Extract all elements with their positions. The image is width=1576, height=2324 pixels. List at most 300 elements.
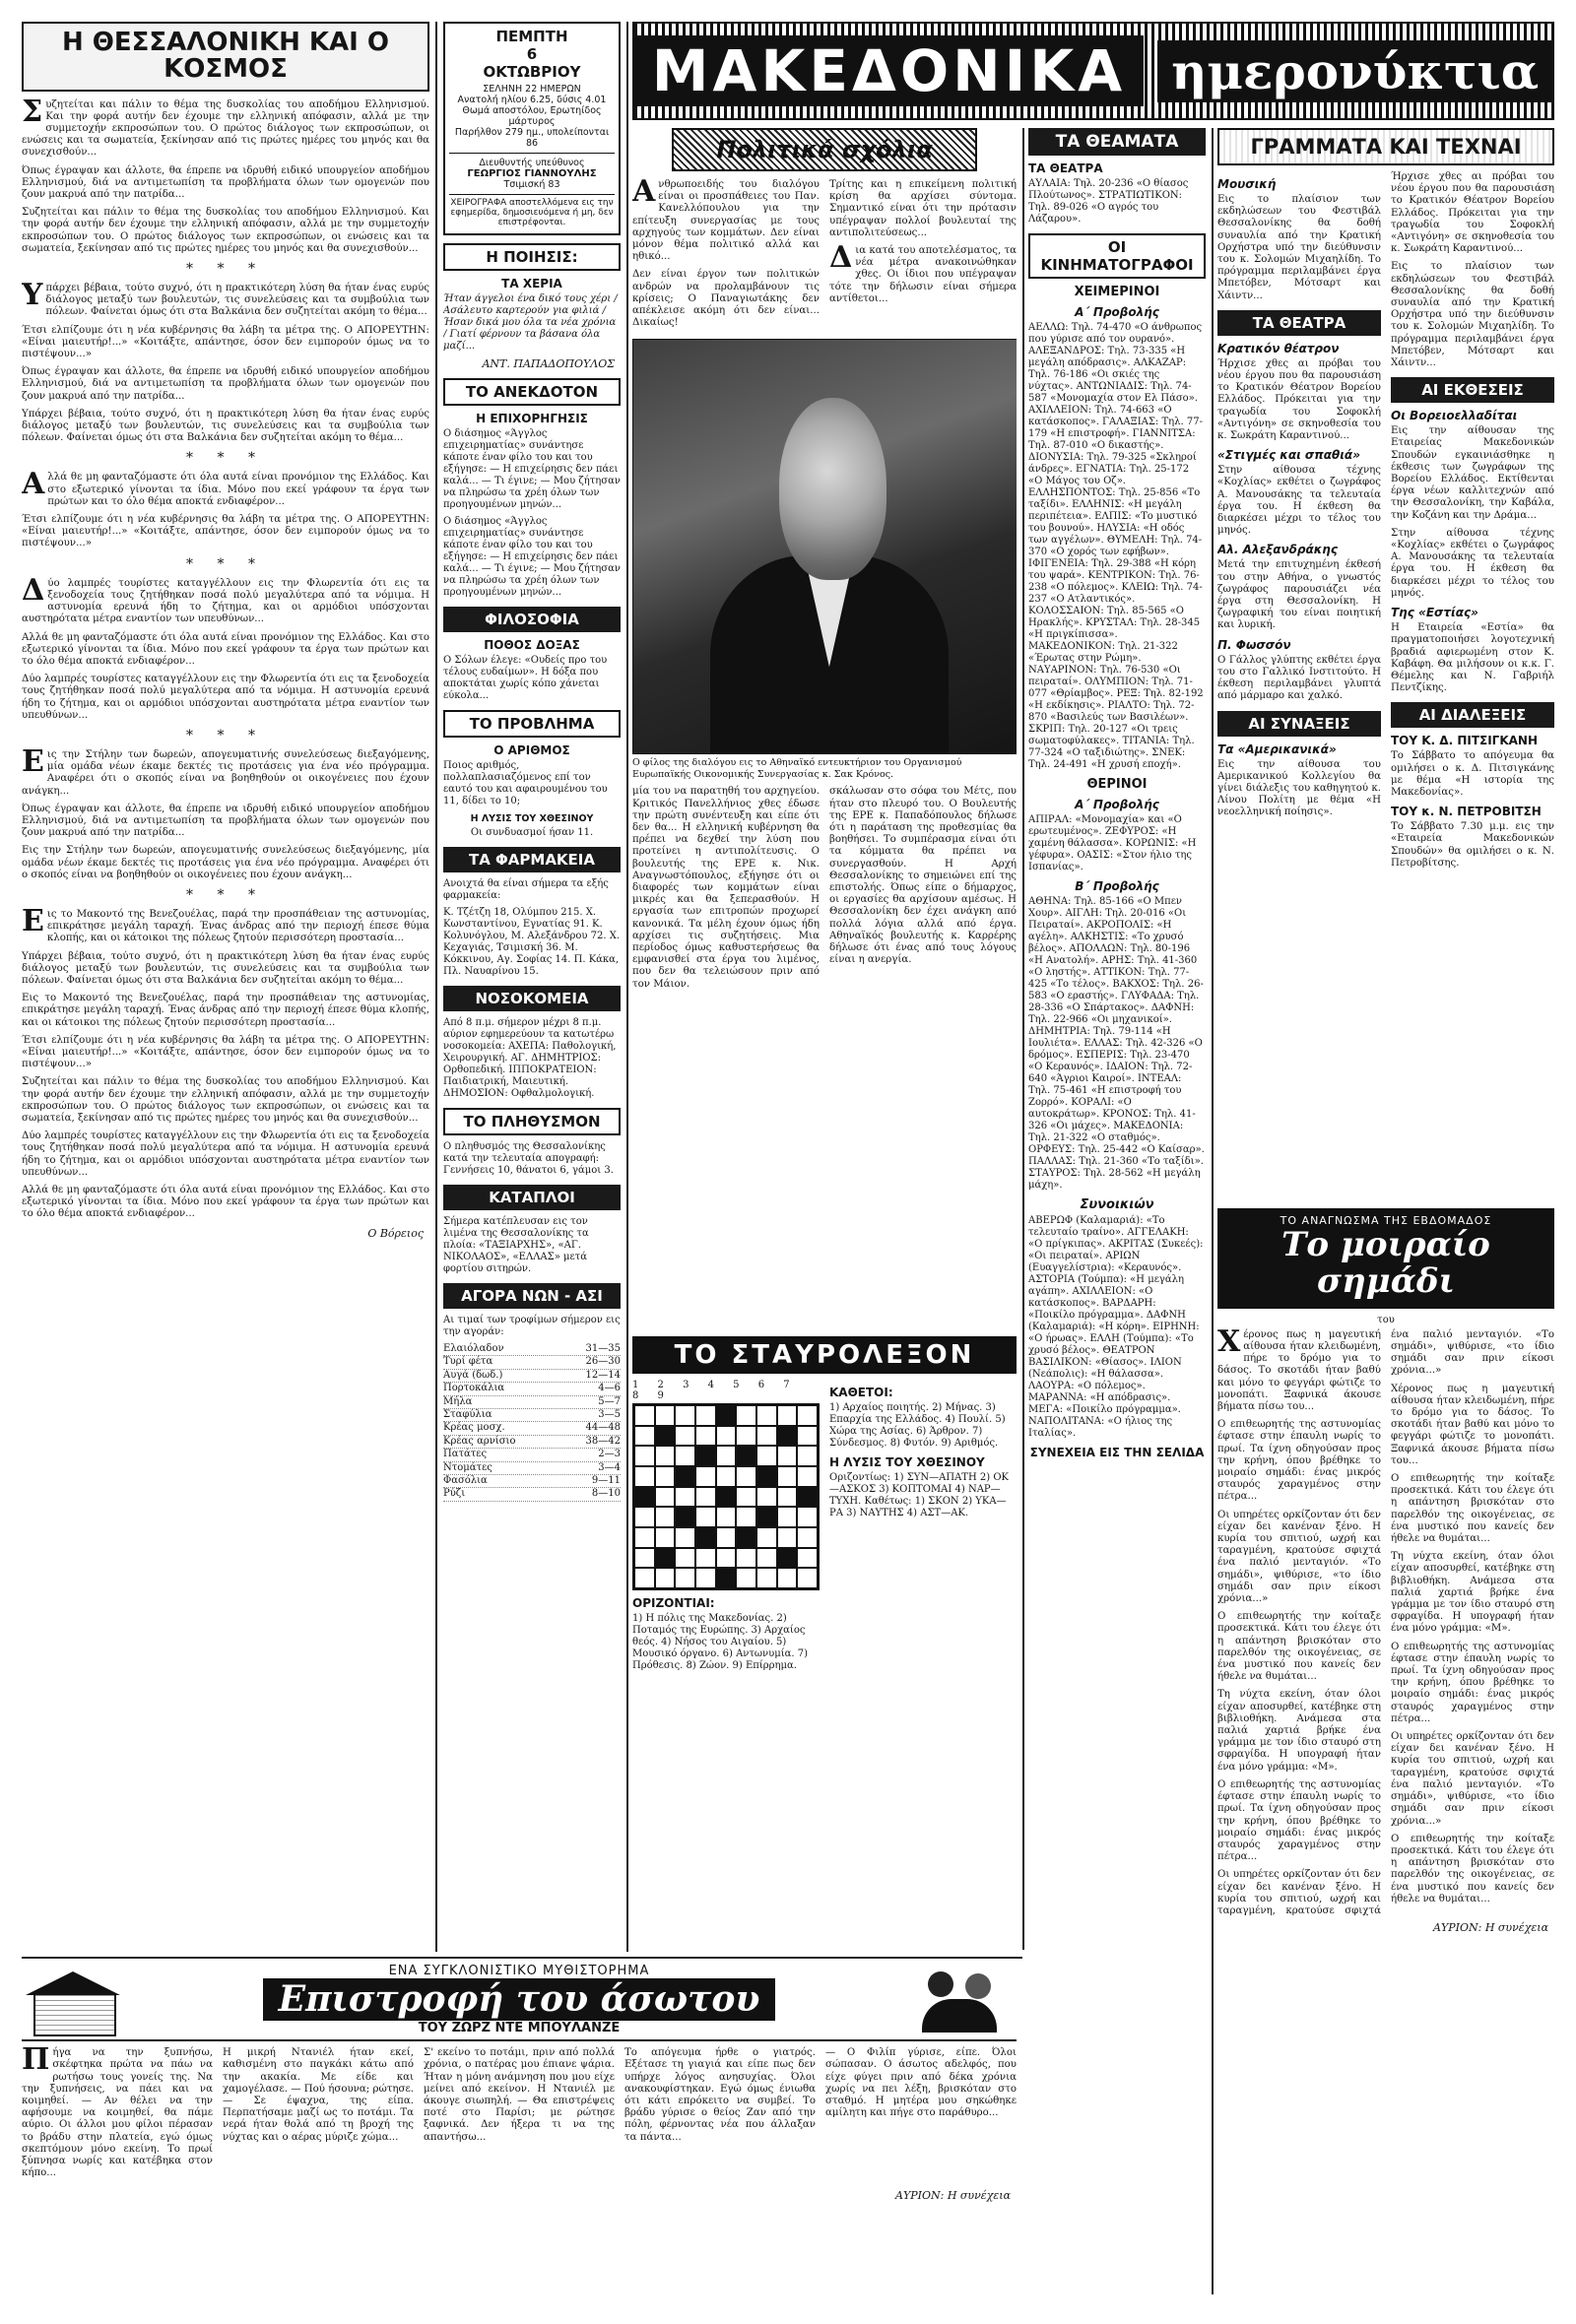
- weekly-paragraph: Ο επιθεωρητής την κοίταξε προσεκτικά. Κάτι του έλεγε ότι η απάντηση βρισκόταν στο παρελθόν της οικογένειας, σε ένα μυστικό που κανείς δεν ήθελε να θυμάται...: [1391, 1473, 1554, 1545]
- crossword-cell: [756, 1446, 777, 1466]
- news-photo: [632, 339, 1017, 754]
- arts-header: ΓΡΑΜΜΑΤΑ ΚΑΙ ΤΕΧΝΑΙ: [1217, 128, 1554, 165]
- weekly-text: [1217, 1323, 1554, 1917]
- manuscripts-note: ΧΕΙΡΟΓΡΑΦΑ αποστελλόμενα εις την εφημερίδα, δημοσιευόμενα ή μη, δεν επιστρέφονται.: [449, 194, 615, 227]
- crossword-cell: [675, 1527, 695, 1548]
- left-paragraph: Όπως έγραψαν και άλλοτε, θα έπρεπε να ιδρυθή ειδικό υπουργείον αποδήμου Ελληνισμού, διά να αντιμετωπίση τα προβλήματα όλων των ομογενών που ζουν μακρυά από την πατρίδα...: [22, 366, 429, 402]
- arts-text: Στην αίθουσα τέχνης «Κοχλίας» εκθέτει ο ζωγράφος Α. Μανουσάκης τα τελευταία έργα του. Η έκθεση θα διαρκέσει μέχρι το τέλος του μηνός.: [1391, 527, 1554, 599]
- crossword-grid: [632, 1403, 820, 1590]
- philosophy-title: ΠΟΘΟΣ ΔΟΞΑΣ: [484, 638, 580, 652]
- meetings-sub-2: Της «Εστίας»: [1391, 606, 1478, 620]
- crossword-cell: [736, 1507, 756, 1527]
- market-item-name: Φασόλια: [443, 1475, 488, 1487]
- crossword-cell: [777, 1507, 798, 1527]
- left-paragraph: Έτσι ελπίζουμε ότι η νέα κυβέρνησις θα λάβη τα μέτρα της. Ο ΑΠΟΡΕΥΤΗΝ: «Είναι μαιευτήρ!...» «Κοιτάξτε, απάντησε, όσον δεν ειμπορούν όμως να το πιστέψουν...»: [22, 1034, 429, 1070]
- crossword-black-cell: [716, 1568, 737, 1588]
- theaters-text: ΑΥΛΑΙΑ: Τηλ. 20-236 «Ο θίασος Πλούτωνος». ΣΤΡΑΤΙΩΤΙΚΟΝ: Τηλ. 89-026 «Ο αγρός του Λάζαρου».: [1028, 178, 1189, 225]
- serial-columns: [22, 2042, 1017, 2185]
- market-row: [443, 1475, 621, 1488]
- date-month: ΟΚΤΩΒΡΙΟΥ: [483, 63, 581, 81]
- crossword-black-cell: [736, 1527, 756, 1548]
- crossword-cell: [675, 1548, 695, 1569]
- weekly-paragraph: Ο επιθεωρητής της αστυνομίας έφτασε στην έπαυλη νωρίς το πρωί. Τα ίχνη οδηγούσαν προς την κρήνη, όπου βρέθηκε το μοιραίο σημάδι: ένας μικρός σταυρός χαραγμένος στην πέτρα...: [1391, 1641, 1554, 1724]
- crossword-black-cell: [716, 1487, 737, 1508]
- weekly-paragraph: Ο επιθεωρητής την κοίταξε προσεκτικά. Κάτι του έλεγε ότι η απάντηση βρισκόταν στο παρελθόν της οικογένειας, σε ένα μυστικό που κανείς δεν ήθελε να θυμάται...: [1217, 1611, 1381, 1683]
- crossword-black-cell: [756, 1466, 777, 1487]
- market-item-price: 38—42: [585, 1435, 621, 1447]
- crossword-cell: [756, 1548, 777, 1569]
- info-column: [443, 22, 621, 1952]
- crossword-cell: [655, 1527, 676, 1548]
- arts-text: Εις το πλαίσιον των εκδηλώσεων του Φεστιβάλ Θεσσαλονίκης θα δοθή συναυλία από την Κρατική Ορχήστρα υπό την διεύθυνσιν του κ. Σολομών Μιχαηλίδη. Το πρόγραμμα περιλαμβάνει έργα Μπετόβεν, Μότσαρτ και Χάιντν...: [1391, 261, 1554, 369]
- serial-banner: [22, 1964, 1017, 2041]
- serial-text: Το απόγευμα ήρθε ο γιατρός. Εξέτασε τη γιαγιά και είπε πως δεν υπήρχε λόγος ανησυχίας. Όλοι ανακουφίστηκαν. Εγώ όμως ένιωθα ότι κάτι επρόκειτο να συμβεί. Το βράδυ γύρισε ο θείος Ζαν από την πόλη, φέρνοντας νέα που άλλαξαν τα πάντα...: [624, 2047, 816, 2143]
- crossword-black-cell: [736, 1446, 756, 1466]
- left-column: [22, 22, 429, 1932]
- politics-header: Πολιτικά σχόλια: [672, 128, 977, 171]
- market-row: [443, 1449, 621, 1461]
- crossword-cols-label: ΚΑΘΕΤΟΙ:: [829, 1386, 893, 1399]
- crossword-numbers: 1 2 3 4 5 6 7 8 9: [632, 1380, 798, 1401]
- cinemas-header: ΟΙ ΚΙΝΗΜΑΤΟΓΡΑΦΟΙ: [1028, 233, 1206, 279]
- first-run-list: ΑΕΛΛΩ: Τηλ. 74-470 «Ο άνθρωπος που γύρισε από τον ουρανό». ΑΛΕΞΑΝΔΡΟΣ: Τηλ. 73-335 «Η μεγάλη απόδρασις». ΑΛΚΑΖΑΡ: Τηλ. 76-186 «Οι σκιές της νύχτας». ΑΝΤΩΝΙΑΔΙΣ: Τηλ. 74-587 «Μονομαχία στον Ελ Πάσο». ΑΧΙΛΛΕΙΟΝ: Τηλ. 74-663 «Ο κατάσκοπος». ΓΑΛΑΞΙΑΣ: Τηλ. 77-179 «Η επιστροφή». ΓΙΑΝΝΙΤΣΑ: Τηλ. 87-010 «Ο δικαστής». ΔΙΟΝΥΣΙΑ: Τηλ. 79-325 «Σκληροί άνδρες». ΕΓΝΑΤΙΑ: Τηλ. 25-172 «Ο Μάγος του Οζ». ΕΛΛΗΣΠΟΝΤΟΣ: Τηλ. 25-856 «Το ταξίδι». ΕΛΛΗΝΙΣ: «Η μεγάλη περιπέτεια». ΕΛΠΙΣ: «Το μυστικό του βουνού». ΗΛΥΣΙΑ: «Η οδός των αγγέλων». ΘΥΜΕΛΗ: Τηλ. 74-370 «Ο χορός των εφήβων». ΙΦΙΓΕΝΕΙΑ: Τηλ. 29-388 «Η κόρη του ψαρά». ΚΕΝΤΡΙΚΟΝ: Τηλ. 76-238 «Ο πόλεμος». ΚΛΕΙΩ: Τηλ. 74-237 «Ο Ατλαντικός». ΚΟΛΟΣΣΑΙΟΝ: Τηλ. 85-565 «Ο Ηρακλής». ΚΡΥΣΤΑΛ: Τηλ. 28-345 «Η πριγκίπισσα». ΜΑΚΕΔΟΝΙΚΟΝ: Τηλ. 21-322 «Έρωτας στην Ρώμη». ΝΑΥΑΡΙΝΟΝ: Τηλ. 76-530 «Οι πειραταί». ΟΛΥΜΠΙΟΝ: Τηλ. 71-077 «Θρίαμβος». ΡΕΞ: Τηλ. 82-192 «Η εκδίκησις». ΡΙΑΛΤΟ: Τηλ. 72-870 «Βασιλεύς των Βασιλέων». ΣΚΡΙΠ: Τηλ. 20-127 «Οι τρεις σωματοφύλακες». ΤΙΤΑΝΙΑ: Τηλ. 77-324 «Ο ταξιδιώτης». ΣΝΕΚ: Τηλ. 24-491 «Η χρυσή εποχή».: [1028, 322, 1204, 770]
- meetings-header: ΑΙ ΣΥΝΑΞΕΙΣ: [1217, 711, 1381, 737]
- anecdote-text: Ο διάσημος «Άγγλος επιχειρηματίας» συνάντησε κάποτε έναν φίλο του και του εξήγησε: — Η επιχείρησις δεν πάει καλά... — Τι έγινε; — Μου ζήτησαν να πληρώσω τα χρέη όλων των προηγουμένων μηνών...: [443, 428, 621, 510]
- left-paragraph: Όπως έγραψαν και άλλοτε, θα έπρεπε να ιδρυθή ειδικό υπουργείον αποδήμου Ελληνισμού, διά να αντιμετωπίση τα προβλήματα όλων των ομογενών που ζουν μακρυά από την πατρίδα...: [22, 164, 429, 201]
- left-paragraph: Συζητείται και πάλιν το θέμα της δυσκολίας του αποδήμου Ελληνισμού. Και την φορά αυτήν δεν έχουμε την ελληνική απόφασιν, αλλά με την συμμετοχήν εκπροσώπων του. Ο πρώτος διάλογος των εκπροσώπων, οι ενώσεις και τα σωματεία, ξεκίνησαν από τις πρώτες ημέρες του μηνός και θα συνεχισθούν...: [22, 1076, 429, 1124]
- politics-columns: [632, 174, 1017, 335]
- crossword-cell: [655, 1405, 676, 1426]
- crossword-cell: [777, 1405, 798, 1426]
- couple-illustration: [908, 1966, 1017, 2034]
- arts-text: Ο Γάλλος γλύπτης εκθέτει έργα του στο Γαλλικό Ινστιτούτο. Η έκθεση περιλαμβάνει γλυπτά από μάρμαρο και χαλκό.: [1217, 654, 1381, 702]
- market-row: [443, 1370, 621, 1383]
- market-intro: Αι τιμαί των τροφίμων σήμερον εις την αγοράν:: [443, 1315, 621, 1337]
- left-paragraph: Υπάρχει βέβαια, τούτο συχνό, ότι η πρακτικότερη λύση θα ήταν ένας ευρύς διάλογος μεταξύ των βουλευτών, τις συνελεύσεις και τα συμβούλια των πόλεων. Φαίνεται όμως ότι στα Βαλκάνια δεν συζητείται ακόμη το θέμα...: [22, 278, 429, 318]
- date-number: 6: [526, 45, 538, 63]
- crossword-cell: [777, 1466, 798, 1487]
- crossword-cell: [675, 1568, 695, 1588]
- center-text-columns: [632, 786, 1017, 996]
- crossword-cell: [634, 1446, 655, 1466]
- section-divider: * * *: [186, 886, 265, 903]
- market-item-name: Κρέας μοσχ.: [443, 1422, 505, 1434]
- left-title: Η ΘΕΣΣΑΛΟΝΙΚΗ ΚΑΙ Ο ΚΟΣΜΟΣ: [22, 22, 429, 92]
- serial-kicker: ΕΝΑ ΣΥΓΚΛΟΝΙΣΤΙΚΟ ΜΥΘΙΣΤΟΡΗΜΑ: [388, 1964, 650, 1978]
- crossword-cell: [675, 1426, 695, 1447]
- arts-text: Το Σάββατο το απόγευμα θα ομιλήσει ο κ. Δ. Πιτσιγκάνης με θέμα «Η ιστορία της Μακεδονίας».: [1391, 750, 1554, 798]
- hospitals-text: Από 8 π.μ. σήμερον μέχρι 8 π.μ. αύριον εφημερεύουν τα κατωτέρω νοσοκομεία: ΑΧΕΠΑ: Παθολογική, Χειρουργική. ΑΓ. ΔΗΜΗΤΡΙΟΣ: Ορθοπεδική. ΙΠΠΟΚΡΑΤΕΙΟΝ: Παιδιατρική, Μαιευτική. ΔΗΜΟΣΙΟΝ: Οφθαλμολογική.: [443, 1017, 617, 1099]
- crossword-cell: [695, 1405, 716, 1426]
- politics-paragraph: Δεν είναι έργον των πολιτικών ανδρών να προλαμβάνουν τις κρίσεις; Ο Παναγιωτάκης δεν απέκλεισε ακόμη ότι δεν είναι... Δικαίως!: [632, 269, 820, 329]
- address: Τσιμισκή 83: [503, 179, 560, 190]
- crossword-cell: [716, 1426, 737, 1447]
- crossword-cell: [634, 1507, 655, 1527]
- crossword-cell: [797, 1405, 818, 1426]
- section-divider: * * *: [186, 555, 265, 572]
- director-label: Διευθυντής υπεύθυνος: [479, 158, 585, 168]
- crossword-cell: [634, 1527, 655, 1548]
- crossword-cell: [655, 1487, 676, 1508]
- winter-header: ΧΕΙΜΕΡΙΝΟΙ: [1074, 285, 1160, 299]
- arts-theater-sub: Κρατικόν θέατρον: [1217, 341, 1340, 355]
- arts-sub: «Στιγμές και σπαθιά»: [1217, 448, 1360, 463]
- crossword-cell: [756, 1568, 777, 1588]
- serial-rule: [22, 1957, 1022, 1959]
- arts-text: Μετά την επιτυχημένη έκθεσή του στην Αθήνα, ο γνωστός ζωγράφος παρουσιάζει νέα έργα στη Θεσσαλονίκη. Η ζωγραφική του είναι ποιητική και λυρική.: [1217, 559, 1381, 631]
- market-row: [443, 1488, 621, 1501]
- weekly-block: [1217, 1208, 1554, 2296]
- weekly-next: ΑΥΡΙΟΝ: Η συνέχεια: [1433, 1921, 1548, 1935]
- crossword-cell: [716, 1527, 737, 1548]
- center-block: [632, 128, 1017, 1329]
- crossword-cell: [777, 1568, 798, 1588]
- market-row: [443, 1462, 621, 1475]
- crossword-cell: [695, 1548, 716, 1569]
- neighborhood-header: Συνοικιών: [1080, 1197, 1154, 1212]
- left-paragraph: Έτσι ελπίζουμε ότι η νέα κυβέρνησις θα λάβη τα μέτρα της. Ο ΑΠΟΡΕΥΤΗΝ: «Είναι μαιευτήρ!...» «Κοιτάξτε, απάντησε, όσον δεν ειμπορούν όμως να το πιστέψουν...»: [22, 514, 429, 549]
- crossword-cell: [716, 1446, 737, 1466]
- neighborhood-list: ΑΒΕΡΩΦ (Καλαμαριά): «Το τελευταίο τραίνο». ΑΓΓΕΛΑΚΗ: «Ο πρίγκιπας». ΑΚΡΙΤΑΣ (Συκεές): «Οι πειραταί». ΑΡΙΩΝ (Ευαγγελίστρια): «Κεραυνός». ΑΣΤΟΡΙΑ (Τούμπα): «Η μεγάλη αγάπη». ΑΧΙΛΛΕΙΟΝ: «Ο κατάσκοπος». ΒΑΡΔΑΡΗ: «Ποικίλο πρόγραμμα». ΔΑΦΝΗ (Καλαμαριά): «Η κόρη». ΕΙΡΗΝΗ: «Ο ήρωας». ΕΛΛΗ (Τούμπα): «Το χρυσό βέλος». ΘΕΑΤΡΟΝ ΒΑΣΙΛΙΚΟΝ: «Θίασος». ΙΛΙΟΝ (Νεάπολις): «Η θάλασσα». ΛΑΟΥΡΑ: «Ο πόλεμος». ΜΑΡΑΝΝΑ: «Η απόδρασις». ΜΕΓΑ: «Ποικίλο πρόγραμμα». ΝΑΠΟΛΙΤΑΝΑ: «Ο ήλιος της Ιταλίας».: [1028, 1215, 1204, 1439]
- masthead-title: ΜΑΚΕΔΟΝΙΚΑ: [634, 35, 1144, 106]
- crossword-cols: 1) Αρχαίος ποιητής. 2) Μήνας. 3) Επαρχία της Ελλάδος. 4) Πουλί. 5) Χώρα της Ασίας. 6) Άρθρον. 7) Σύνδεσμος. 8) Φυτόν. 9) Αριθμός.: [829, 1402, 1006, 1449]
- arts-text: Εις το πλαίσιον των εκδηλώσεων του Φεστιβάλ Θεσσαλονίκης θα δοθή συναυλία από την Κρατική Ορχήστρα υπό την διεύθυνσιν του κ. Σολομών Μιχαηλίδη. Το πρόγραμμα περιλαμβάνει έργα Μπετόβεν, Μότσαρτ και Χάιντν...: [1217, 194, 1381, 301]
- problem-answer-label: Η ΛΥΣΙΣ ΤΟΥ ΧΘΕΣΙΝΟΥ: [470, 813, 594, 824]
- weekly-paragraph: Ο επιθεωρητής την κοίταξε προσεκτικά. Κάτι του έλεγε ότι η απάντηση βρισκόταν στο παρελθόν της οικογένειας, σε ένα μυστικό που κανείς δεν ήθελε να θυμάται...: [1391, 1833, 1554, 1904]
- crossword-cell: [695, 1507, 716, 1527]
- weekly-paragraph: Οι υπηρέτες ορκίζονταν ότι δεν είχαν δει κανέναν ξένο. Η κυρία του σπιτιού, ωχρή και ταραγμένη, κρατούσε σφιχτά ένα παλιό μενταγιόν. «Το σημάδι», ψιθύρισε, «το ίδιο σημάδι σαν πριν είκοσι χρόνια...»: [1391, 1731, 1554, 1827]
- photo-caption: Ο φίλος της διαλόγου εις το Αθηναϊκό εντευκτήριον του Οργανισμού Ευρωπαϊκής Οικονομικής Συνεργασίας κ. Σακ Κρόνος.: [632, 757, 962, 781]
- crossword-cell: [736, 1426, 756, 1447]
- market-item-price: 5—7: [598, 1395, 621, 1407]
- hospitals-header: ΝΟΣΟΚΟΜΕΙΑ: [443, 986, 621, 1011]
- population-text: Ο πληθυσμός της Θεσσαλονίκης κατά την τελευταία απογραφή: Γεννήσεις 10, θάνατοι 6, γάμοι 3.: [443, 1141, 614, 1176]
- arts-text: Ήρχισε χθες αι πρόβαι του νέου έργου που θα παρουσιάση το Κρατικόν Θέατρον Βορείου Ελλάδος. Πρόκειται για την τραγωδία του Σοφοκλή «Αντιγόνη» σε σκηνοθεσία του κ. Σωκράτη Καραντινού...: [1217, 357, 1381, 442]
- music-header: Μουσική: [1217, 177, 1277, 191]
- market-item-price: 12—14: [585, 1369, 621, 1381]
- summer-first-run-list: ΑΠΙΡΑΛ: «Μονομαχία» και «Ο ερωτευμένος». ΖΕΦΥΡΟΣ: «Η χαμένη θάλασσα». ΚΟΡΩΝΙΣ: «Η γέφυρα». ΟΑΣΙΣ: «Στον ήλιο της Ισπανίας».: [1028, 814, 1197, 872]
- market-header: ΑΓΟΡΑ ΝΩΝ - ΑΣΙ: [443, 1283, 621, 1309]
- crossword-cell: [716, 1507, 737, 1527]
- crossword-black-cell: [675, 1466, 695, 1487]
- section-divider: * * *: [186, 450, 265, 467]
- weekly-paragraph: Ο επιθεωρητής της αστυνομίας έφτασε στην έπαυλη νωρίς το πρωί. Τα ίχνη οδηγούσαν προς την κρήνη, όπου βρέθηκε το μοιραίο σημάδι: ένας μικρός σταυρός χαραγμένος στην πέτρα...: [1217, 1778, 1381, 1863]
- left-paragraph: Δύο λαμπρές τουρίστες καταγγέλλουν εις την Φλωρεντία ότι εις τα ξενοδοχεία τους ζητήθηκαν ποσά πολύ μεγαλύτερα από τα νόμιμα. Η αστυνομία ερευνά ήδη το ζήτημα, και οι αρμόδιοι υπόσχονται αυστηρότατα μέτρα εναντίον των υπευθύνων...: [22, 1130, 429, 1178]
- arts-column: [1217, 128, 1554, 1201]
- weekly-banner: [1217, 1208, 1554, 1309]
- crossword-cell: [797, 1466, 818, 1487]
- serial-block: [22, 1964, 1017, 2298]
- crossword-black-cell: [695, 1446, 716, 1466]
- problem-title: Ο ΑΡΙΘΜΟΣ: [493, 743, 570, 757]
- serial-text: Πήγα να την ξυπνήσω, σκέφτηκα πρώτα να πάω να ρωτήσω τους γονείς της. Να την ξυπνήσεις, να πάει και να κοιμηθεί. — Αν θέλει να την αφήσουμε να κοιμηθεί, θα πάμε αύριο. Οι άλλοι μου φίλοι πέρασαν το βράδυ στην πλατεία, εγώ όμως σκεπτόμουν μόνο εκείνη. Το πρωί ξύπνησα νωρίς και κατέβηκα στον κήπο...: [22, 2042, 213, 2179]
- weekly-paragraph: Οι υπηρέτες ορκίζονταν ότι δεν είχαν δει κανέναν ξένο. Η κυρία του σπιτιού, ωχρή και ταραγμένη, κρατούσε σφιχτά ένα παλιό μενταγιόν. «Το σημάδι», ψιθύρισε, «το ίδιο σημάδι σαν πριν είκοσι χρόνια...»: [1217, 1328, 1554, 1916]
- crossword-cell: [777, 1446, 798, 1466]
- left-paragraph: Υπάρχει βέβαια, τούτο συχνό, ότι η πρακτικότερη λύση θα ήταν ένας ευρύς διάλογος μεταξύ των βουλευτών, τις συνελεύσεις και τα συμβούλια των πόλεων. Φαίνεται όμως ότι στα Βαλκάνια δεν συζητείται ακόμη το θέμα...: [22, 408, 429, 444]
- crossword-cell: [736, 1548, 756, 1569]
- crossword-cell: [695, 1466, 716, 1487]
- left-paragraph: Δύο λαμπρές τουρίστες καταγγέλλουν εις την Φλωρεντία ότι εις τα ξενοδοχεία τους ζητήθηκαν ποσά πολύ μεγαλύτερα από τα νόμιμα. Η αστυνομία ερευνά ήδη το ζήτημα, και οι αρμόδιοι υπόσχονται αυστηρότατα μέτρα εναντίον των υπευθύνων...: [22, 572, 429, 625]
- summer-header: ΘΕΡΙΝΟΙ: [1086, 777, 1148, 792]
- crossword-cell: [736, 1487, 756, 1508]
- market-item-name: Αυγά (δωδ.): [443, 1369, 503, 1381]
- arts-text: Στην αίθουσα τέχνης «Κοχλίας» εκθέτει ο ζωγράφος Α. Μανουσάκης τα τελευταία έργα του. Η έκθεση θα διαρκέσει μέχρι το τέλος του μηνός.: [1217, 465, 1381, 537]
- divider: [449, 153, 615, 154]
- pharmacies-list: Κ. Τζέτζη 18, Ολύμπου 215. Χ. Κωνσταντίνου, Εγνατίας 91. Κ. Κολυνόγλου, Μ. Αλεξάνδρου 72. Χ. Κεχαγιάς, Τσιμισκή 36. Μ. Κόκκινου, Αγ. Σοφίας 14. Π. Κάκα, Πλ. Ναυαρίνου 15.: [443, 907, 621, 977]
- second-run-header: Β΄ Προβολής: [1075, 879, 1159, 893]
- crossword-black-cell: [655, 1548, 676, 1569]
- column-rule: [1212, 128, 1214, 2294]
- crossword-rows-label: ΟΡΙΖΟΝΤΙΑΙ:: [632, 1596, 715, 1611]
- crossword-cell: [634, 1405, 655, 1426]
- poem-author: ΑΝΤ. ΠΑΠΑΔΟΠΟΥΛΟΣ: [482, 357, 615, 370]
- left-paragraph: Αλλά θε μη φανταζόμαστε ότι όλα αυτά είναι προνόμιον της Ελλάδος. Και στο εξωτερικό γίνονται τα ίδια. Μόνο που εκεί γράφουν τα έργα των πρώτων και το όλο θέμα αποκτά ενδιαφέρον...: [22, 631, 429, 667]
- left-paragraph: Όπως έγραψαν και άλλοτε, θα έπρεπε να ιδρυθή ειδικό υπουργείον αποδήμου Ελληνισμού, διά να αντιμετωπίση τα προβλήματα όλων των ομογενών που ζουν μακρυά από την πατρίδα...: [22, 803, 429, 839]
- left-signature: Ο Βόρειος: [367, 1226, 424, 1240]
- pharmacies-intro: Ανοιχτά θα είναι σήμερα τα εξής φαρμακεία:: [443, 878, 609, 901]
- crossword-cell: [797, 1446, 818, 1466]
- column-rule: [1022, 128, 1024, 1950]
- anecdote-header: ΤΟ ΑΝΕΚΔΟΤΟΝ: [443, 378, 621, 406]
- market-item-price: 26—30: [585, 1356, 621, 1368]
- crossword-black-cell: [655, 1426, 676, 1447]
- crossword-cell: [756, 1405, 777, 1426]
- market-row: [443, 1383, 621, 1395]
- left-paragraph: Αλλά θε μη φανταζόμαστε ότι όλα αυτά είναι προνόμιον της Ελλάδος. Και στο εξωτερικό γίνονται τα ίδια. Μόνο που εκεί γράφουν τα έργα των πρώτων και το όλο θέμα αποκτά ενδιαφέρον...: [22, 1185, 429, 1220]
- weekly-paragraph: Τη νύχτα εκείνη, όταν όλοι είχαν αποσυρθεί, κατέβηκε στη βιβλιοθήκη. Ανάμεσα στα παλιά χαρτιά βρήκε ένα γράμμα με τον ίδιο σταυρό στη σφραγίδα. Η υπογραφή ήταν ένα μόνο γράμμα: «Μ».: [1391, 1551, 1554, 1635]
- market-item-price: 2—3: [598, 1449, 621, 1460]
- crossword-cell: [634, 1568, 655, 1588]
- pharmacies-header: ΤΑ ΦΑΡΜΑΚΕΙΑ: [443, 847, 621, 872]
- serial-text: Σ' εκείνο το ποτάμι, πριν από πολλά χρόνια, ο πατέρας μου έπιανε ψάρια. Ήταν η μόνη ανάμνηση που μου είχε μείνει από εκείνον. Η Ντανιέλ με άκουγε σιωπηλή. — Θα επιστρέψεις ποτέ στο Παρίσι; με ρώτησε ξαφνικά. Δεν ήξερα τι να της απαντήσω...: [424, 2047, 615, 2143]
- crossword-cell: [756, 1426, 777, 1447]
- crossword-black-cell: [695, 1527, 716, 1548]
- section-divider: * * *: [186, 727, 265, 743]
- weekly-paragraph: Χέρονος πως η μαγευτική αίθουσα ήταν κλειδωμένη, πήρε το δρόμο για το δάσος. Το σκοτάδι ήταν βαθύ και μόνο το φεγγάρι φώτιζε το μονοπάτι. Ξαφνικά άκουσε βήματα πίσω του...: [1217, 1323, 1381, 1412]
- problem-text: Ποιος αριθμός, πολλαπλασιαζόμενος επί τον εαυτό του και αφαιρουμένου του 11, δίδει το 10;: [443, 760, 608, 807]
- photo-figure-face: [779, 398, 886, 580]
- market-item-price: 4—6: [598, 1383, 621, 1394]
- crossword-answer-label: Η ΛΥΣΙΣ ΤΟΥ ΧΘΕΣΙΝΟΥ: [829, 1455, 985, 1469]
- arts-sub: Π. Φωσσόν: [1217, 637, 1291, 652]
- crossword-cell: [655, 1568, 676, 1588]
- problem-answer: Οι συνδυασμοί ήσαν 11.: [470, 827, 594, 838]
- crossword-cell: [695, 1487, 716, 1508]
- crossword-black-cell: [756, 1507, 777, 1527]
- poem-header: Η ΠΟΙΗΣΙΣ:: [443, 243, 621, 271]
- crossword-cell: [797, 1568, 818, 1588]
- market-row: [443, 1356, 621, 1369]
- left-paragraph: Αλλά θε μη φανταζόμαστε ότι όλα αυτά είναι προνόμιον της Ελλάδος. Και στο εξωτερικό γίνονται τα ίδια. Μόνο που εκεί γράφουν τα έργα των πρώτων και το όλο θέμα αποκτά ενδιαφέρον...: [22, 467, 429, 507]
- arts-text: Το Σάββατο 7.30 μ.μ. εις την «Εταιρεία Μακεδονικών Σπουδών» θα ομιλήσει ο κ. Ν. Πετροβίτσης.: [1391, 821, 1554, 869]
- left-paragraph: Συζητείται και πάλιν το θέμα της δυσκολίας του αποδήμου Ελληνισμού. Και την φορά αυτήν δεν έχουμε την ελληνική απόφασιν, αλλά με την συμμετοχήν εκπροσώπων του. Ο πρώτος διάλογος των εκπροσώπων, οι ενώσεις και τα σωματεία, ξεκίνησαν από τις πρώτες ημέρες του μηνός και θα συνεχισθούν...: [22, 94, 429, 159]
- politics-paragraph: Ανθρωποειδής του διαλόγου είναι οι προσπάθειες του Παν. Κανελλόπουλου για την επίτευξη συνεργασίας με τους αρχηγούς των κομμάτων. Δεν είναι μόνον θέμα πολιτικό αλλά και ηθικό...: [632, 174, 820, 263]
- crossword-cell: [655, 1466, 676, 1487]
- market-item-name: Τυρί φέτα: [443, 1356, 493, 1368]
- left-paragraph: Εις το Μακοντό της Βενεζουέλας, παρά την προσπάθειαν της αστυνομίας, επικράτησε μεγάλη ταραχή. Ένας άνδρας από την περιοχή έπεσε θύμα κλοπής, και οι κάτοικοι της πόλεως ζητούν περισσότερη προστασία...: [22, 993, 429, 1028]
- market-row: [443, 1422, 621, 1435]
- market-item-price: 44—48: [585, 1422, 621, 1434]
- exhibitions-header: ΑΙ ΕΚΘΕΣΕΙΣ: [1391, 377, 1554, 403]
- serial-next: ΑΥΡΙΟΝ: Η συνέχεια: [895, 2189, 1011, 2203]
- weekly-kicker: ΤΟ ΑΝΑΓΝΩΣΜΑ ΤΗΣ ΕΒΔΟΜΑΔΟΣ: [1280, 1214, 1492, 1227]
- weekly-author: του: [1377, 1314, 1395, 1325]
- population-header: ΤΟ ΠΛΗΘΥΣΜΟΝ: [443, 1108, 621, 1135]
- crossword-cell: [777, 1527, 798, 1548]
- crossword-cell: [655, 1446, 676, 1466]
- politics-paragraph: Δια κατά του αποτελέσματος, τα νέα μέτρα ανακοινώθηκαν χθες. Οι ίδιοι που υπέγραψαν τότε την δήλωσιν είναι σήμερα αντίθετοι...: [829, 240, 1017, 304]
- market-item-name: Πορτοκάλια: [443, 1383, 505, 1394]
- arts-theater-header: ΤΑ ΘΕΑΤΡΑ: [1217, 310, 1381, 336]
- crossword-block: [632, 1336, 1017, 1947]
- crossword-black-cell: [716, 1405, 737, 1426]
- saints-line: Θωμά αποστόλου, Ερωτηίδος μάρτυρος: [462, 105, 602, 127]
- anecdote-text: Ο διάσημος «Άγγλος επιχειρηματίας» συνάντησε κάποτε έναν φίλο του και του εξήγησε: — Η επιχείρησις δεν πάει καλά... — Τι έγινε; — Μου ζήτησαν να πληρώσω τα χρέη όλων των προηγουμένων μηνών...: [443, 516, 621, 598]
- serial-text: Η μικρή Ντανιέλ ήταν εκεί, καθισμένη στο παγκάκι κάτω από την ακακία. Με είδε και χαμογέλασε. — Πού ήσουνα; ρώτησε. — Σε έψαχνα, της είπα. Περπατήσαμε μαζί ως το ποτάμι. Τα νερά ήταν θολά από τη βροχή της νύχτας και ο αέρας μύριζε χώμα...: [223, 2047, 414, 2143]
- crossword-black-cell: [777, 1426, 798, 1447]
- crossword-rows: 1) Η πόλις της Μακεδονίας. 2) Ποταμός της Ευρώπης. 3) Αρχαίος θεός. 4) Νήσος του Αιγαίου. 5) Μουσικό όργανο. 6) Αντωνυμία. 7) Πρόθεσις. 8) Ζώον. 9) Επίρρημα.: [632, 1613, 809, 1672]
- arts-text: Η Εταιρεία «Εστία» θα πραγματοποιήσει λογοτεχνική βραδιά αφιερωμένη στον Κ. Καβάφη. Θα μιλήσουν οι κ.κ. Γ. Θέμελης και Ν. Γαβριήλ Πεντζίκης.: [1391, 622, 1554, 694]
- crossword-cell: [716, 1548, 737, 1569]
- crossword-cell: [777, 1487, 798, 1508]
- weekly-paragraph: Οι υπηρέτες ορκίζονταν ότι δεν είχαν δει κανέναν ξένο. Η κυρία του σπιτιού, ωχρή και ταραγμένη, κρατούσε σφιχτά ένα παλιό μενταγιόν. «Το σημάδι», ψιθύρισε, «το ίδιο σημάδι σαν πριν είκοσι χρόνια...»: [1217, 1509, 1381, 1605]
- theaters-header: ΤΑ ΘΕΑΜΑΤΑ: [1028, 128, 1206, 156]
- weekly-paragraph: Χέρονος πως η μαγευτική αίθουσα ήταν κλειδωμένη, πήρε το δρόμο για το δάσος. Το σκοτάδι ήταν βαθύ και μόνο το φεγγάρι φώτιζε το μονοπάτι. Ξαφνικά άκουσε βήματα πίσω του...: [1391, 1383, 1554, 1466]
- market-item-name: Ελαιόλαδον: [443, 1343, 504, 1354]
- poem-text: Ήταν άγγελοι ένα δικό τους χέρι / Ασάλευτο καρτερούν για φιλιά / Ήσαν δικά μου όλα τα νέα χρόνια / Γιατί φέρνουν τα βάσανα όλα μαζί...: [443, 293, 618, 352]
- left-paragraph: Συζητείται και πάλιν το θέμα της δυσκολίας του αποδήμου Ελληνισμού. Και την φορά αυτήν δεν έχουμε την ελληνική απόφασιν, αλλά με την συμμετοχήν εκπροσώπων του. Ο πρώτος διάλογος των εκπροσώπων, οι ενώσεις και τα σωματεία, ξεκίνησαν από τις πρώτες ημέρες του μηνός και θα συνεχισθούν...: [22, 207, 429, 254]
- crossword-cell: [634, 1548, 655, 1569]
- problem-header: ΤΟ ΠΡΟΒΛΗΜΑ: [443, 710, 621, 738]
- serial-title: Επιστροφή του άσωτου: [263, 1978, 776, 2021]
- crossword-cell: [756, 1527, 777, 1548]
- masthead-subtitle: ημερονύκτια: [1157, 40, 1552, 102]
- center-column-text: σκάλωσαν στο σόφα του Μέτς, που ήταν στο πλευρό του. Ο Βουλευτής της ΕΡΕ κ. Παπαδόπουλος δήλωσε ότι η παράταση της προθεσμίας θα βοηθήσει. Το συμπέρασμα είναι ότι τα κόμματα θα πρέπει να συνεργασθούν. Η Αρχή Θεσσαλονίκης το σημειώνει επί της επιστολής. Όπως είπε ο δήμαρχος, οι εργασίες θα αρχίσουν αμέσως. Η Θεσσαλονίκη δεν έχει ανάγκη από πολλά λόγια αλλά από έργα. Αθηναϊκός βουλευτής κ. Καρρέρης δήλωσε ότι ένας από τους λόγους είναι η ανεργία.: [829, 786, 1017, 966]
- exhibitions-sub: Οι Βορειοελλαδίται: [1391, 409, 1518, 423]
- left-paragraph: Εις την Στήλην των δωρεών, απογευματινής συνελεύσεως διεξαγόμενης, μία ομάδα νέων έκαμε δεκτές τις προτάσεις για ένα νέο πρόγραμμα. Αναφέρει ότι ο σκοπός είναι να βοηθηθούν οι οικογένειες που έχουν ανάγκη...: [22, 743, 429, 797]
- crossword-cell: [675, 1487, 695, 1508]
- crossword-cell: [797, 1548, 818, 1569]
- meetings-sub: Τα «Αμερικανικά»: [1217, 742, 1337, 756]
- section-divider: * * *: [186, 261, 265, 278]
- crossword-cell: [736, 1466, 756, 1487]
- theaters-sub: ΤΑ ΘΕΑΤΡΑ: [1028, 161, 1103, 175]
- weekly-title: Το μοιραίο σημάδι: [1281, 1225, 1490, 1302]
- director-name: ΓΕΩΡΓΙΟΣ ΓΙΑΝΝΟΥΛΗΣ: [467, 168, 597, 179]
- market-item-price: 3—5: [598, 1409, 621, 1421]
- days-line: Παρήλθον 279 ημ., υπολείπονται 86: [454, 127, 610, 149]
- crossword-cell: [736, 1568, 756, 1588]
- crossword-cell: [634, 1426, 655, 1447]
- crossword-black-cell: [797, 1487, 818, 1508]
- market-item-name: Σταφύλια: [443, 1409, 492, 1421]
- crossword-cell: [736, 1405, 756, 1426]
- serial-text: — Ο Φιλίπ γύρισε, είπε. Όλοι σώπασαν. Ο άσωτος αδελφός, που είχε φύγει πριν από δέκα χρόνια χωρίς να πει λέξη, βρισκόταν στο σταθμό. Η μητέρα μου σηκώθηκε αμίλητη και πήγε στο παράθυρο...: [825, 2047, 1017, 2119]
- second-run-list: ΑΘΗΝΑ: Τηλ. 85-166 «Ο Μπεν Χουρ». ΑΙΓΛΗ: Τηλ. 20-016 «Οι Πειραταί». ΑΚΡΟΠΟΛΙΣ: «Η αγέλη». ΑΛΚΗΣΤΙΣ: «Το χρυσό βέλος». ΑΠΟΛΛΩΝ: Τηλ. 80-196 «Η Ανατολή». ΑΡΗΣ: Τηλ. 41-360 «Ο ληστής». ΑΤΤΙΚΟΝ: Τηλ. 77-425 «Το τέλος». ΒΑΚΧΟΣ: Τηλ. 26-583 «Ο εραστής». ΓΛΥΦΑΔΑ: Τηλ. 28-336 «Ο Σπάρτακος». ΔΑΦΝΗ: Τηλ. 22-966 «Οι μηχανικοί». ΔΗΜΗΤΡΙΑ: Τηλ. 79-114 «Η Ιουλιέτα». ΕΛΛΑΣ: Τηλ. 42-326 «Ο δρόμος». ΕΣΠΕΡΙΣ: Τηλ. 23-470 «Ο Κεραυνός». ΙΔΑΙΟΝ: Τηλ. 72-640 «Άγριοι Καιροί». ΙΝΤΕΑΛ: Τηλ. 75-461 «Η επιστροφή του Ζορρό». ΚΟΡΑΛΙ: «Ο αυτοκράτωρ». ΚΡΟΝΟΣ: Τηλ. 41-326 «Οι μάχες». ΜΑΚΕΔΟΝΙΑ: Τηλ. 21-322 «Ο σταθμός». ΟΡΦΕΥΣ: Τηλ. 25-442 «Ο Καίσαρ». ΠΑΛΛΑΣ: Τηλ. 21-360 «Το ταξίδι». ΣΤΑΥΡΟΣ: Τηλ. 28-562 «Η μεγάλη μάχη».: [1028, 896, 1205, 1191]
- left-paragraph: Δύο λαμπρές τουρίστες καταγγέλλουν εις την Φλωρεντία ότι εις τα ξενοδοχεία τους ζητήθηκαν ποσά πολύ μεγαλύτερα από τα νόμιμα. Η αστυνομία ερευνά ήδη το ζήτημα, και οι αρμόδιοι υπόσχονται αυστηρότατα μέτρα εναντίον των υπευθύνων...: [22, 674, 429, 721]
- house-illustration: [22, 1966, 130, 2034]
- center-column-text: μία του να παρατηθή του αρχηγείου. Κριτικός Πανελλήνιος χθες έδωσε την πρώτη συνέντευξη και είπε ότι δεν θα... Η ελληνική κυβέρνηση θα πρέπει να δεχθεί την λύση που προτείνει η αντιπολίτευσις. Ο βουλευτής της ΕΡΕ κ. Νικ. Αναγνωστόπουλος, εξήγησε ότι οι διαφορές των κομμάτων είναι μικρές και θα ξεπερασθούν. Η εργασία των επιτροπών προχωρεί κανονικά. Τα μέλη έχουν όμως ήδη αρχίσει τις συζητήσεις. Μια περίοδος όμως καθυστερήσεως θα εμφανισθεί στα έργα του λιμένος, που δεν θα τελειώσουν πριν από τον Μάιον.: [632, 786, 820, 990]
- market-item-price: 31—35: [585, 1343, 621, 1354]
- market-list: [443, 1343, 621, 1502]
- philosophy-header: ΦΙΛΟΣΟΦΙΑ: [443, 607, 621, 632]
- market-item-price: 3—4: [598, 1461, 621, 1473]
- market-item-name: Κρέας αρνίσιο: [443, 1435, 516, 1447]
- moon-line: ΣΕΛΗΝΗ 22 ΗΜΕΡΩΝ: [483, 84, 581, 95]
- market-item-name: Ντομάτες: [443, 1461, 492, 1473]
- arts-text: Ήρχισε χθες αι πρόβαι του νέου έργου που θα παρουσιάση το Κρατικόν Θέατρον Βορείου Ελλάδος. Πρόκειται για την τραγωδία του Σοφοκλή «Αντιγόνη» σε σκηνοθεσία του κ. Σωκράτη Καραντινού...: [1391, 171, 1554, 255]
- crossword-black-cell: [634, 1487, 655, 1508]
- market-item-name: Ρύζι: [443, 1488, 466, 1500]
- crossword-black-cell: [675, 1507, 695, 1527]
- arts-text: Εις την αίθουσαν της Εταιρείας Μακεδονικών Σπουδών εγκαινιάσθηκε η έκθεσις των ζωγράφων της Βορείου Ελλάδος. Εκτίθενται έργα νέων καλλιτεχνών από την Θεσσαλονίκη, την Καβάλα, την Κοζάνη και την Δράμα...: [1391, 425, 1554, 521]
- left-paragraph: Εις το Μακοντό της Βενεζουέλας, παρά την προσπάθειαν της αστυνομίας, επικράτησε μεγάλη ταραχή. Ένας άνδρας από την περιοχή έπεσε θύμα κλοπής, και οι κάτοικοι της πόλεως ζητούν περισσότερη προστασία...: [22, 903, 429, 944]
- lectures-sub-2: ΤΟΥ κ. Ν. ΠΕΤΡΟΒΙΤΣΗ: [1391, 805, 1542, 819]
- crossword-cell: [716, 1466, 737, 1487]
- poem-title: ΤΑ ΧΕΡΙΑ: [501, 277, 562, 290]
- first-run-header: Α΄ Προβολής: [1075, 305, 1159, 319]
- market-row: [443, 1396, 621, 1409]
- market-row: [443, 1436, 621, 1449]
- sun-line: Ανατολή ηλίου 6.25, δύσις 4.01: [457, 95, 607, 105]
- shipping-text: Σήμερα κατέπλευσαν εις τον λιμένα της Θεσσαλονίκης τα πλοία: «ΤΑΞΙΑΡΧΗΣ», «ΑΓ. ΝΙΚΟΛΑΟΣ», «ΕΛΛΑΣ» μετά φορτίου σιτηρών.: [443, 1216, 589, 1274]
- arts-sub: Αλ. Αλεξανδράκης: [1217, 543, 1338, 557]
- crossword-cell: [655, 1507, 676, 1527]
- crossword-cell: [797, 1426, 818, 1447]
- date-box: [443, 22, 621, 235]
- date-day: ΠΕΜΠΤΗ: [495, 28, 568, 45]
- serial-author: ΤΟΥ ΖΩΡΖ ΝΤΕ ΜΠΟΥΛΑΝΖΕ: [418, 2021, 621, 2036]
- crossword-cell: [675, 1405, 695, 1426]
- market-row: [443, 1409, 621, 1422]
- left-paragraph: Εις την Στήλην των δωρεών, απογευματινής συνελεύσεως διεξαγόμενης, μία ομάδα νέων έκαμε δεκτές τις προτάσεις για ένα νέο πρόγραμμα. Αναφέρει ότι ο σκοπός είναι να βοηθηθούν οι οικογένειες που έχουν ανάγκη...: [22, 845, 429, 880]
- column-rule: [435, 22, 437, 1952]
- crossword-answer: Οριζοντίως: 1) ΣΥΝ—ΑΠΑΤΗ 2) ΟΚ—ΑΣΚΟΣ 3) ΚΟΠΤΟΜΑΙ 4) ΝΑΡ—ΤΥΧΗ. Καθέτως: 1) ΣΚΟΝ 2) ΥΚΑ—ΡΑ 3) ΝΑΥΤΗΣ 4) ΑΣΤ—ΑΚ.: [829, 1472, 1009, 1518]
- weekly-paragraph: Τη νύχτα εκείνη, όταν όλοι είχαν αποσυρθεί, κατέβηκε στη βιβλιοθήκη. Ανάμεσα στα παλιά χαρτιά βρήκε ένα γράμμα με τον ίδιο σταυρό στη σφραγίδα. Η υπογραφή ήταν ένα μόνο γράμμα: «Μ».: [1217, 1689, 1381, 1773]
- crossword-cell: [797, 1507, 818, 1527]
- shipping-header: ΚΑΤΑΠΛΟΙ: [443, 1185, 621, 1210]
- crossword-black-cell: [777, 1548, 798, 1569]
- crossword-cell: [675, 1446, 695, 1466]
- market-item-price: 9—11: [591, 1475, 621, 1487]
- market-row: [443, 1343, 621, 1356]
- crossword-cell: [634, 1466, 655, 1487]
- lectures-sub: ΤΟΥ Κ. Δ. ΠΙΤΣΙΓΚΑΝΗ: [1391, 734, 1538, 748]
- market-item-name: Πατάτες: [443, 1449, 488, 1460]
- crossword-title: ΤΟ ΣΤΑΥΡΟΛΕΞΟΝ: [632, 1336, 1017, 1374]
- arts-text: Εις την αίθουσα του Αμερικανικού Κολλεγίου θα γίνει διάλεξις του καθηγητού κ. Λίνου Πολίτη με θέμα «Η νεοελληνική ποίησις».: [1217, 758, 1381, 818]
- crossword-cell: [797, 1527, 818, 1548]
- anecdote-title: Η ΕΠΙΧΟΡΗΓΗΣΙΣ: [476, 412, 588, 425]
- lectures-header: ΑΙ ΔΙΑΛΕΞΕΙΣ: [1391, 702, 1554, 728]
- left-paragraph: Υπάρχει βέβαια, τούτο συχνό, ότι η πρακτικότερη λύση θα ήταν ένας ευρύς διάλογος μεταξύ των βουλευτών, τις συνελεύσεις και τα συμβούλια των πόλεων. Φαίνεται όμως ότι στα Βαλκάνια δεν συζητείται ακόμη το θέμα...: [22, 950, 429, 986]
- weekly-paragraph: Ο επιθεωρητής της αστυνομίας έφτασε στην έπαυλη νωρίς το πρωί. Τα ίχνη οδηγούσαν προς την κρήνη, όπου βρέθηκε το μοιραίο σημάδι: ένας μικρός σταυρός χαραγμένος στην πέτρα...: [1217, 1419, 1381, 1503]
- left-paragraph: Έτσι ελπίζουμε ότι η νέα κυβέρνησις θα λάβη τα μέτρα της. Ο ΑΠΟΡΕΥΤΗΝ: «Είναι μαιευτήρ!...» «Κοιτάξτε, απάντησε, όσον δεν ειμπορούν όμως να το πιστέψουν...»: [22, 324, 429, 360]
- politics-paragraph: Τρίτης και η επικείμενη πολιτική κρίση θα αρχίσει σύντομα. Σημαντικό είναι ότι την πρότασιν υπέγραψαν πολλοί βουλευταί της αντιπολιτεύσεως...: [829, 179, 1017, 238]
- cinema-column: [1028, 128, 1206, 2294]
- crossword-cell: [695, 1426, 716, 1447]
- market-item-name: Μήλα: [443, 1395, 473, 1407]
- philosophy-text: Ο Σόλων έλεγε: «Ουδείς προ του τέλους ευδαίμων». Η δόξα που αποκτάται χωρίς κόπο χάνεται εύκολα...: [443, 655, 608, 701]
- market-item-price: 8—10: [591, 1488, 621, 1500]
- newspaper-page: [22, 22, 1554, 2302]
- crossword-cell: [756, 1487, 777, 1508]
- summer-first-run-header: Α΄ Προβολής: [1075, 798, 1159, 811]
- crossword-cell: [695, 1568, 716, 1588]
- masthead: [632, 22, 1554, 120]
- column-rule: [626, 22, 628, 1952]
- continued-note: ΣΥΝΕΧΕΙΑ ΕΙΣ ΤΗΝ ΣΕΛΙΔΑ: [1029, 1446, 1205, 1459]
